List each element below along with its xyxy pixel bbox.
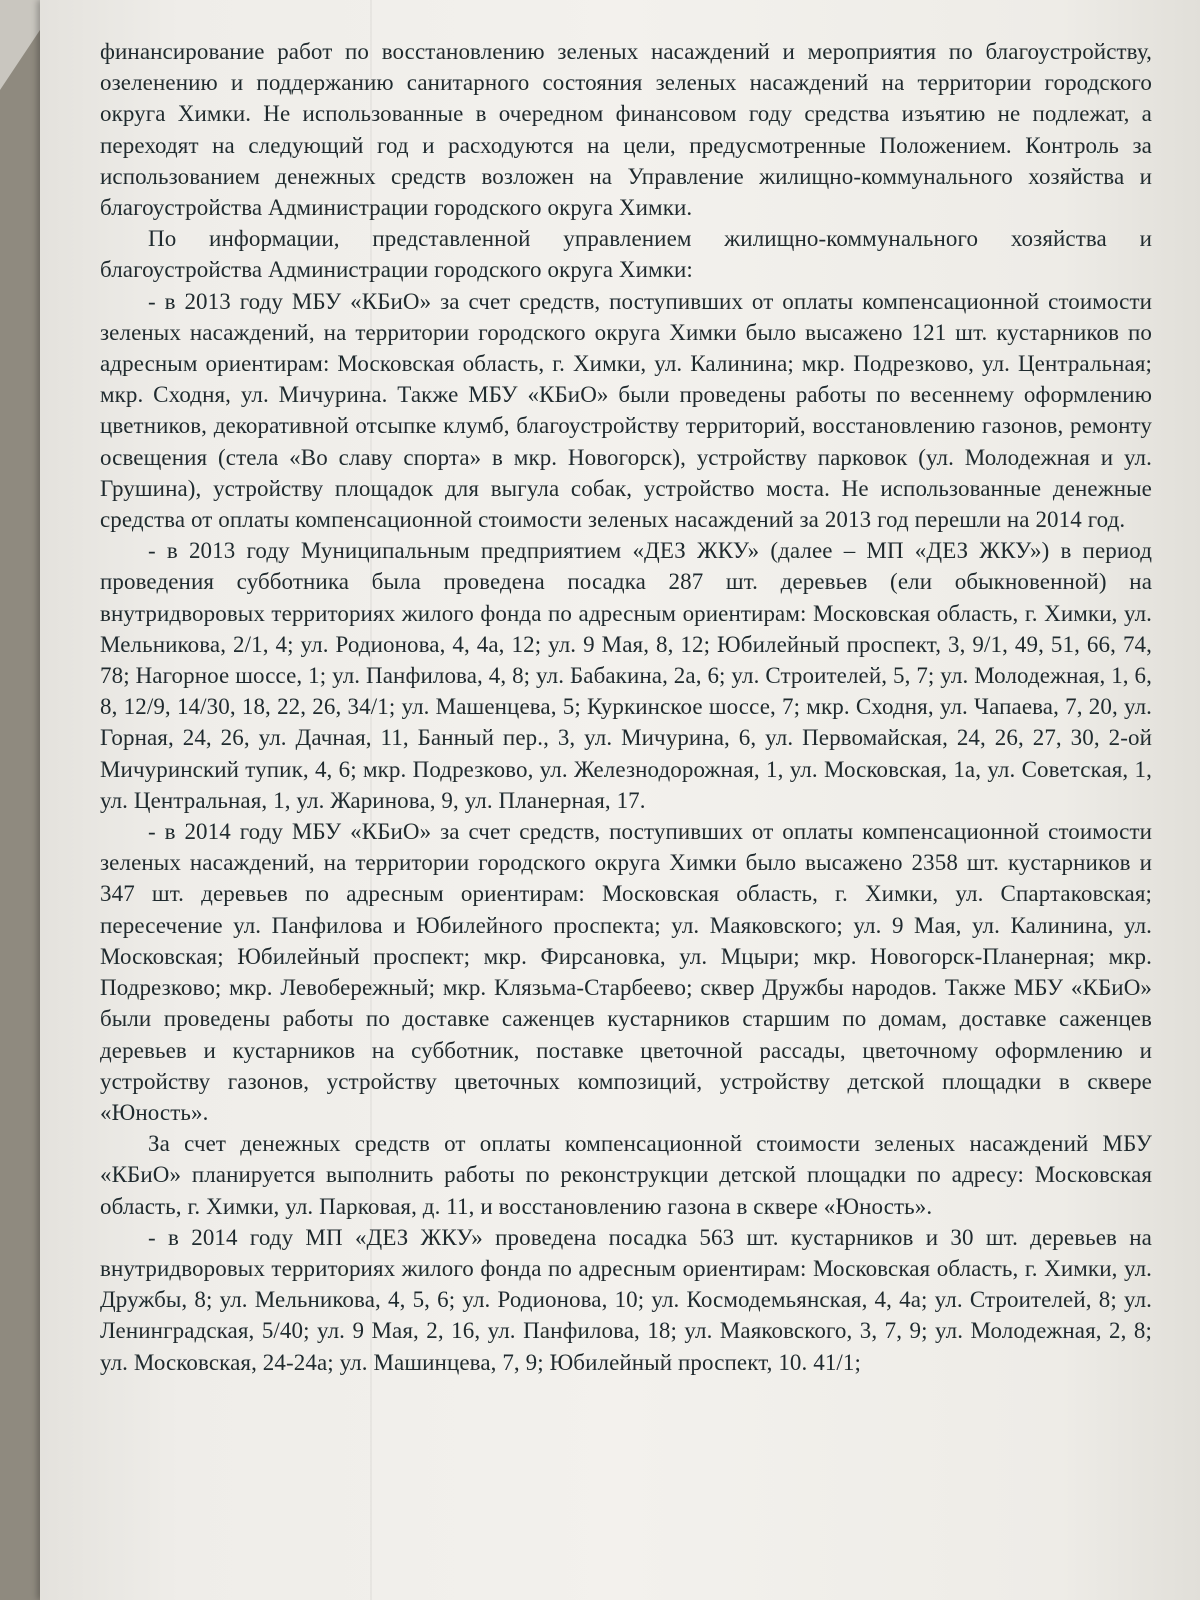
paragraph-2013-dez: - в 2013 году Муниципальным предприятием «ДЕЗ ЖКУ» (далее – МП «ДЕЗ ЖКУ») в период проведения субботника была проведена посадка 287 шт. деревьев (ели обыкновенной) на внутридворовых территориях жилого фонда по адресным ориентирам: Московская область, г. Химки, ул. Мельникова, 2/1, 4; ул. Родионова, 4, 4а, 12; ул. 9 Мая, 8, 12; Юбилейный проспект, 3, 9/1, 49, 51, 66, 74, 78; Нагорное шоссе, 1; ул. Панфилова, 4, 8; ул. Бабакина, 2а, 6; ул. Строителей, 5, 7; ул. Молодежная, 1, 6, 8, 12/9, 14/30, 18, 22, 26, 34/1; ул. Машенцева, 5; Куркинское шоссе, 7; мкр. Сходня, ул. Чапаева, 7, 20, ул. Горная, 24, 26, ул. Дачная, 11, Банный пер., 3, ул. Мичурина, 6, ул. Первомайская, 24, 26, 27, 30, 2-ой Мичуринский тупик, 4, 6; мкр. Подрезково, ул. Железнодорожная, 1, ул. Московская, 1а, ул. Советская, 1, ул. Центральная, 1, ул. Жаринова, 9, ул. Планерная, 17. [100,538,1152,813]
paragraph-2014-dez: - в 2014 году МП «ДЕЗ ЖКУ» проведена посадка 563 шт. кустарников и 30 шт. деревьев на внутридворовых территориях жилого фонда по адресным ориентирам: Московская область, г. Химки, ул. Дружбы, 8; ул. Мельникова, 4, 5, 6; ул. Родионова, 10; ул. Космодемьянская, 4, 4а; ул. Строителей, 8; ул. Ленинградская, 5/40; ул. 9 Мая, 2, 16, ул. Панфилова, 18; ул. Маяковского, 3, 7, 9; ул. Молодежная, 2, 8; ул. Московская, 24-24а; ул. Машинцева, 7, 9; Юбилейный проспект, 10. 41/1; [100,1224,1152,1375]
paragraph-planned-works: За счет денежных средств от оплаты компенсационной стоимости зеленых насаждений МБУ «КБиО» планируется выполнить работы по реконструкции детской площадки по адресу: Московская область, г. Химки, ул. Парковая, д. 11, и восстановлению газона в сквере «Юность». [100,1131,1152,1219]
paragraph-2014-kbio: - в 2014 году МБУ «КБиО» за счет средств, поступивших от оплаты компенсационной стоимости зеленых насаждений, на территории городского округа Химки было высажено 2358 шт. кустарников и 347 шт. деревьев по адресным ориентирам: Московская область, г. Химки, ул. Спартаковская; пересечение ул. Панфилова и Юбилейного проспекта; ул. Маяковского; ул. 9 Мая, ул. Калинина, ул. Московская; Юбилейный проспект; мкр. Фирсановка, ул. Мцыри; мкр. Новогорск-Планерная; мкр. Подрезково; мкр. Левобережный; мкр. Клязьма-Старбеево; сквер Дружбы народов. Также МБУ «КБиО» были проведены работы по доставке саженцев кустарников старшим по домам, доставке саженцев деревьев и кустарников на субботник, поставке цветочной рассады, цветочному оформлению и устройству газонов, устройству цветочных композиций, устройству детской площадки в сквере «Юность». [100,819,1152,1125]
paper-fold-line [370,0,372,1600]
paragraph-2013-kbio: - в 2013 году МБУ «КБиО» за счет средств, поступивших от оплаты компенсационной стоимости зеленых насаждений, на территории городского округа Химки было высажено 121 шт. кустарников по адресным ориентирам: Московская область, г. Химки, ул. Калинина; мкр. Подрезково, ул. Центральная; мкр. Сходня, ул. Мичурина. Также МБУ «КБиО» были проведены работы по весеннему оформлению цветников, декоративной отсыпке клумб, благоустройству территорий, восстановлению газонов, ремонту освещения (стела «Во славу спорта» в мкр. Новогорск), устройству парковок (ул. Молодежная и ул. Грушина), устройству площадок для выгула собак, устройство моста. Не использованные денежные средства от оплаты компенсационной стоимости зеленых насаждений за 2013 год перешли на 2014 год. [100,288,1152,533]
paragraph-info-source: По информации, представленной управлением жилищно-коммунального хозяйства и благоустройства Администрации городского округа Химки: [100,226,1152,283]
paragraph-financing: финансирование работ по восстановлению зеленых насаждений и мероприятия по благоустройству, озеленению и поддержанию санитарного состояния зеленых насаждений на территории городского округа Химки. Не использованные в очередном финансовом году средства изъятию не подлежат, а переходят на следующий год и расходуются на цели, предусмотренные Положением. Контроль за использованием денежных средств возложен на Управление жилищно-коммунального хозяйства и благоустройства Администрации городского округа Химки. [100,39,1152,221]
document-page [40,0,1200,1600]
document-body [100,36,1152,1378]
